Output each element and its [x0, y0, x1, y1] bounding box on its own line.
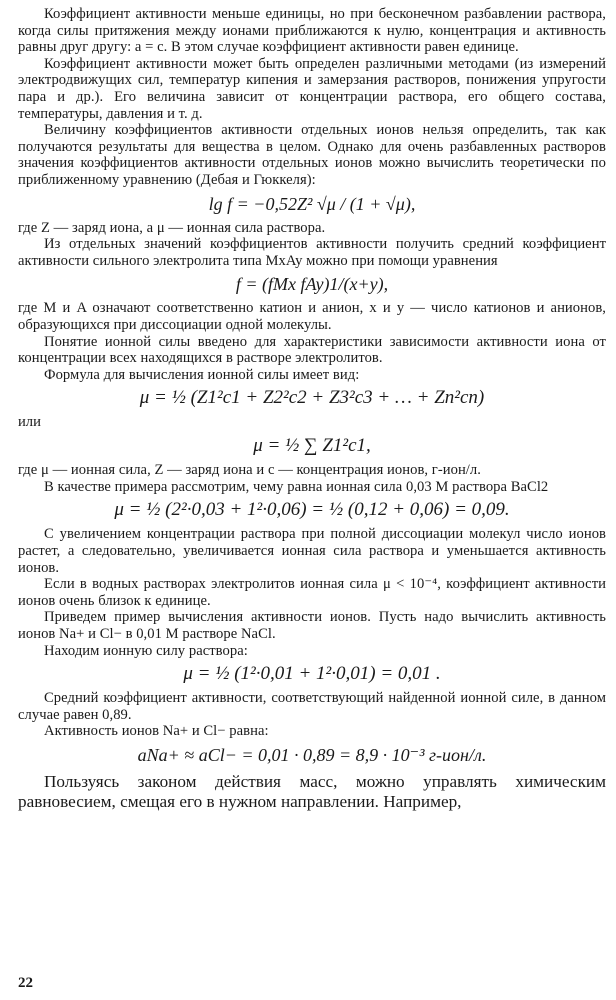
- formula-ionic-strength-sigma: μ = ½ ∑ Z1²c1,: [253, 435, 371, 457]
- paragraph-example-bacl2: В качестве примера рассмотрим, чему равна ионная сила 0,03 M раствора BaCl2: [44, 478, 549, 495]
- paragraph-mass-action: Пользуясь законом действия масс, можно управлять химическим равновесием, смещая его в нужном направлении. Например,: [18, 772, 606, 812]
- paragraph-methods: Коэффициент активности может быть определен различными методами (из измерений электродвижущих сил, температур кипения и замерзания растворов, понижения упругости пара и др.). Его величина зависит от концентрации раствора, его общего состава, температуры, давления и т. д.: [18, 55, 606, 122]
- paragraph-individual-ions: Величину коэффициентов активности отдельных ионов нельзя определить, так как получаются результаты для вещества в целом. Однако для очень разбавленных растворов значения коэффициентов активности отдельных ионов можно вычислить теоретически по приближенному уравнению (Дебая и Гюккеля):: [18, 122, 606, 188]
- paragraph-concentration-increase: С увеличением концентрации раствора при полной диссоциации молекул число ионов растет, а следовательно, увеличивается ионная сила раствора и уменьшается активность ионов.: [18, 526, 606, 576]
- paragraph-find-ionic-strength: Находим ионную силу раствора:: [44, 642, 248, 659]
- paragraph-example-nacl: Приведем пример вычисления активности ионов. Пусть надо вычислить активность ионов Na+ и Cl− в 0,01 M растворе NaCl.: [18, 609, 606, 643]
- paragraph-formula-intro: Формула для вычисления ионной силы имеет вид:: [44, 366, 360, 383]
- paragraph-mean-coefficient-value: Средний коэффициент активности, соответствующий найденной ионной силе, в данном случае равен 0,89.: [18, 690, 606, 723]
- formula-example-bacl2: μ = ½ (2²·0,03 + 1²·0,06) = ½ (0,12 + 0,06) = 0,09.: [114, 499, 510, 521]
- formula-debye-huckel: lg f = −0,52Z² √μ / (1 + √μ),: [208, 193, 416, 214]
- formula-ionic-strength-sum: μ = ½ (Z1²c1 + Z2²c2 + Z3²c3 + … + Zn²cn): [139, 387, 485, 409]
- formula-activity-value: aNa+ ≈ aCl− = 0,01 · 0,89 = 8,9 · 10⁻³ г-ион/л.: [137, 745, 487, 765]
- where-mu-text: где μ — ионная сила, Z — заряд иона и c — концентрация ионов, г-ион/л.: [18, 462, 481, 479]
- paragraph-ionic-strength: Понятие ионной силы введено для характеристики зависимости активности иона от концентрации всех находящихся в растворе электролитов.: [18, 333, 606, 367]
- formula-example-nacl: μ = ½ (1²·0,01 + 1²·0,01) = 0,01 .: [183, 663, 441, 685]
- formula-mean-coefficient: f = (fMx fAy)1/(x+y),: [235, 274, 389, 295]
- word-or: или: [18, 414, 41, 431]
- paragraph-activity-coefficient: Коэффициент активности меньше единицы, но при бесконечном разбавлении раствора, когда силы притяжения между ионами приближаются к нулю, концентрация и активность равны друг другу: a = c. В этом случае коэффициент активности равен единице.: [18, 6, 606, 56]
- paragraph-activity-intro: Активность ионов Na+ и Cl− равна:: [44, 723, 269, 740]
- where-z-text: где Z — заряд иона, а μ — ионная сила раствора.: [18, 219, 326, 236]
- paragraph-small-ionic-strength: Если в водных растворах электролитов ионная сила μ < 10⁻⁴, коэффициент активности ионов очень близок к единице.: [18, 576, 606, 609]
- page-content: [18, 6, 606, 813]
- where-m-a-text: где M и A означают соответственно катион и анион, x и y — число катионов и анионов, образующихся при диссоциации одной молекулы.: [18, 300, 606, 333]
- paragraph-mean-coefficient: Из отдельных значений коэффициентов активности получить средний коэффициент активности сильного электролита типа MxAy можно при помощи уравнения: [18, 236, 606, 269]
- page-number: 22: [18, 975, 33, 991]
